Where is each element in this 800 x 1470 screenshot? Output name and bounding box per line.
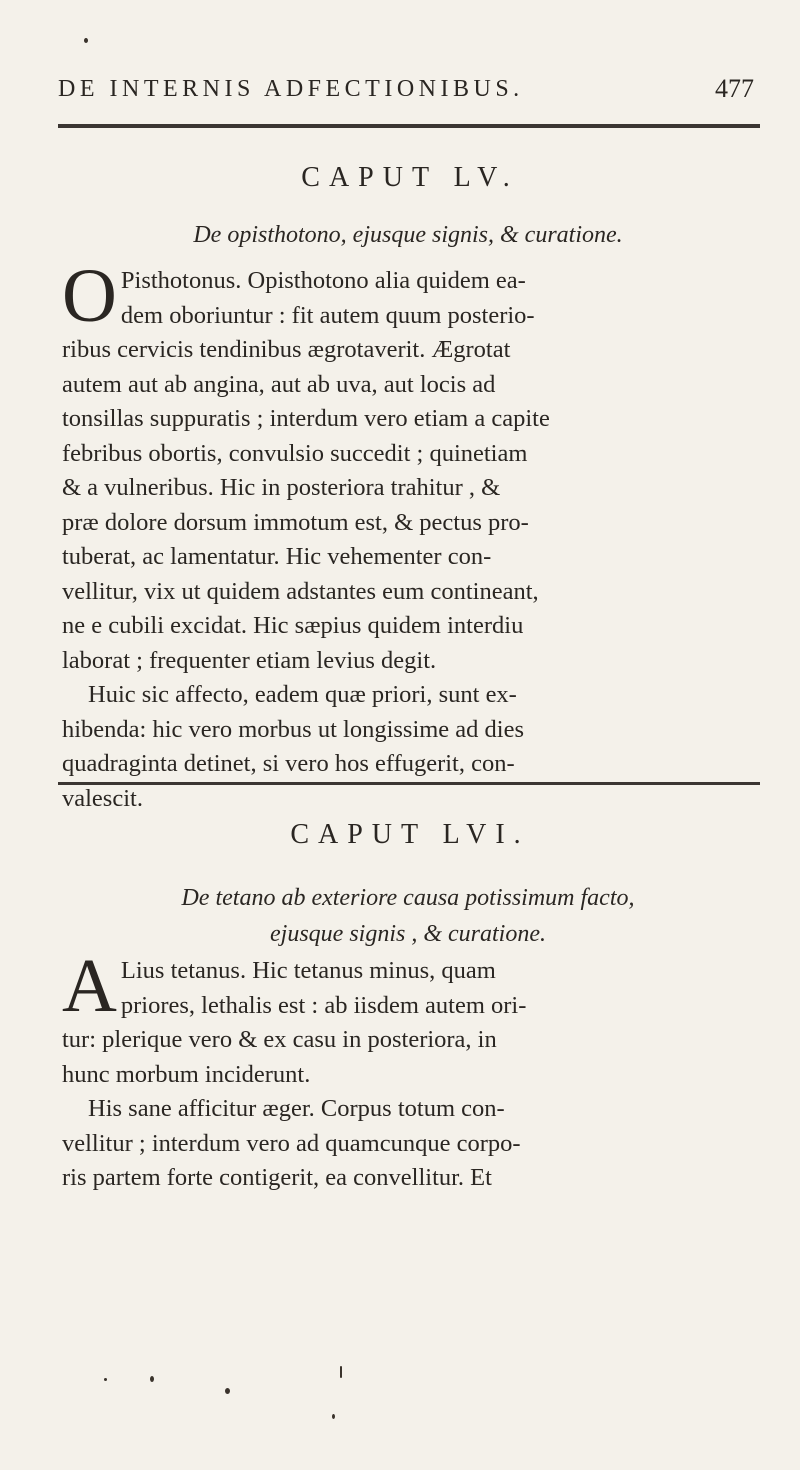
running-title: DE INTERNIS ADFECTIONIBUS. <box>58 76 524 102</box>
text-line: hibenda: hic vero morbus ut longissime ad dies <box>62 715 525 743</box>
ink-speck <box>332 1414 335 1419</box>
chapter-heading-56: CAPUT LVI. <box>290 819 530 850</box>
ink-speck <box>225 1388 230 1394</box>
text-line: tonsillas suppuratis ; interdum vero etiam a capite <box>62 405 550 432</box>
chapter-subtitle-55: De opisthotono, ejusque signis, & curatione. <box>193 222 623 248</box>
text-line: ribus cervicis tendinibus ægrotaverit. Ægrotat <box>62 336 511 363</box>
text-line: Lius tetanus. Hic tetanus minus, quam <box>120 957 496 984</box>
text-line: priores, lethalis est : ab iisdem autem ori- <box>120 991 527 1019</box>
dropcap-56: A <box>62 944 117 1028</box>
page-number: 477 <box>715 74 754 103</box>
subtitle-line: ejusque signis , & curatione. <box>270 921 546 947</box>
section-rule <box>58 782 760 785</box>
text-line: autem aut ab angina, aut ab uva, aut locis ad <box>62 370 496 398</box>
chapter-body-56 <box>62 944 762 1196</box>
text-line: quadraginta detinet, si vero hos effugerit, con- <box>62 750 515 777</box>
text-line: laborat ; frequenter etiam levius degit. <box>62 646 437 674</box>
text-line: valescit. <box>62 784 143 812</box>
chapter-subtitle-56 <box>8 880 800 952</box>
text-line: tuberat, ac lamentatur. Hic vehementer con- <box>62 543 492 570</box>
ink-speck <box>340 1366 342 1378</box>
text-line: tur: plerique vero & ex casu in posteriora, in <box>62 1026 497 1053</box>
subtitle-line: De tetano ab exteriore causa potissimum facto, <box>181 885 635 911</box>
text-line: ne e cubili excidat. Hic sæpius quidem interdiu <box>62 612 524 639</box>
chapter-heading-55: CAPUT LV. <box>301 162 519 193</box>
ink-speck <box>104 1378 107 1381</box>
ink-speck <box>150 1376 154 1382</box>
text-line: vellitur, vix ut quidem adstantes eum contineant, <box>62 577 539 605</box>
text-line: vellitur ; interdum vero ad quamcunque corpo- <box>62 1129 521 1157</box>
text-line: ris partem forte contigerit, ea convellitur. Et <box>62 1164 492 1191</box>
text-line: Huic sic affecto, eadem quæ priori, sunt ex- <box>88 681 517 708</box>
ink-speck <box>84 38 88 43</box>
text-line: dem oboriuntur : fit autem quum posterio- <box>120 301 535 329</box>
header-rule <box>58 124 760 128</box>
text-line: & a vulneribus. Hic in posteriora trahitur , & <box>62 474 501 501</box>
chapter-body-55 <box>62 254 762 816</box>
text-line: Pisthotonus. Opisthotono alia quidem ea- <box>120 267 526 294</box>
text-line: His sane afficitur æger. Corpus totum con- <box>88 1095 505 1122</box>
running-head <box>58 62 758 102</box>
text-line: præ dolore dorsum immotum est, & pectus pro- <box>62 508 529 536</box>
dropcap-55: O <box>62 254 117 338</box>
text-line: hunc morbum inciderunt. <box>62 1060 311 1088</box>
text-line: febribus obortis, convulsio succedit ; quinetiam <box>62 439 528 467</box>
